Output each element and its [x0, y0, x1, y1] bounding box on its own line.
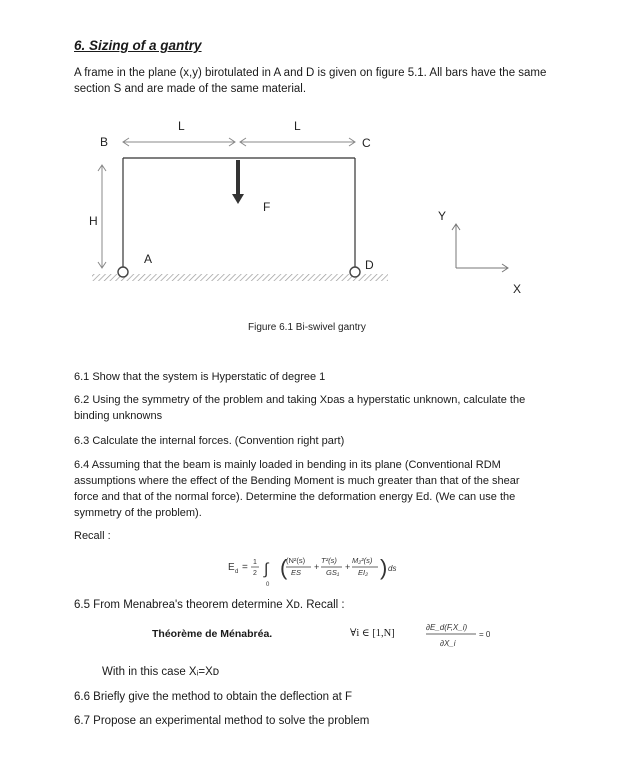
svg-text:ES: ES [291, 568, 302, 577]
menabrea-condition: ∀i ∈ [1,N] [350, 628, 395, 639]
question-6-2: 6.2 Using the symmetry of the problem and taking Xᴅas a hyperstatic unknown, calculate the binding unknowns [74, 394, 526, 422]
svg-text:(N²(s): (N²(s) [286, 556, 306, 565]
question-6-7: 6.7 Propose an experimental method to solve the problem [74, 715, 370, 727]
svg-text:=: = [242, 562, 248, 573]
label-c: C [362, 136, 371, 150]
with-this-case: With in this case Xᵢ=Xᴅ [102, 666, 220, 678]
svg-text:+: + [345, 562, 351, 572]
svg-text:EI₂: EI₂ [358, 568, 368, 577]
svg-text:E: E [228, 562, 235, 573]
svg-text:T²(s): T²(s) [321, 556, 337, 565]
svg-text:∫: ∫ [264, 561, 269, 578]
energy-formula [220, 548, 440, 594]
svg-text:∂X_i: ∂X_i [440, 639, 456, 648]
label-b: B [100, 135, 109, 149]
svg-text:(: ( [280, 555, 288, 580]
svg-text:∂E_d(F,X_i): ∂E_d(F,X_i) [426, 623, 468, 632]
label-l1: L [178, 119, 185, 133]
menabrea-formula [424, 618, 496, 652]
pin-support-a [118, 267, 128, 277]
question-6-5: 6.5 From Menabrea's theorem determine Xᴅ. Recall : [74, 599, 345, 611]
intro-paragraph: A frame in the plane (x,y) birotulated in A and D is given on figure 5.1. All bars have the same section S and are made of the same material. [74, 67, 547, 95]
label-f: F [263, 200, 271, 214]
label-l2: L [294, 119, 301, 133]
label-d: D [365, 258, 374, 272]
svg-text:GS₁: GS₁ [326, 568, 340, 577]
label-y: Y [438, 209, 447, 223]
svg-text:ds: ds [388, 564, 397, 573]
recall-label: Recall : [74, 530, 111, 542]
section-title: 6. Sizing of a gantry [74, 38, 202, 53]
question-6-6: 6.6 Briefly give the method to obtain the deflection at F [74, 691, 353, 703]
ground-hatch [92, 274, 388, 281]
svg-text:d: d [235, 569, 239, 575]
svg-text:0: 0 [266, 582, 270, 588]
figure-caption: Figure 6.1 Bi-swivel gantry [248, 322, 366, 333]
question-6-1: 6.1 Show that the system is Hyperstatic of degree 1 [74, 371, 326, 383]
svg-text:+: + [314, 562, 320, 572]
svg-text:= 0: = 0 [479, 630, 491, 639]
label-a: A [144, 252, 153, 266]
svg-text:2: 2 [253, 570, 257, 577]
svg-text:M₂²(s): M₂²(s) [352, 556, 373, 565]
question-6-4: 6.4 Assuming that the beam is mainly loaded in bending in its plane (Conventional RDM assumptions where the effect of the Bending Moment is much greater than that of the shear force and that of the normal force). Determine the deformation energy Ed. (We can use the symmetry of the problem). [74, 459, 520, 519]
question-6-3: 6.3 Calculate the internal forces. (Convention right part) [74, 435, 345, 447]
pin-support-d [350, 267, 360, 277]
label-x: X [513, 282, 522, 296]
gantry-figure [0, 0, 631, 345]
label-h: H [89, 214, 98, 228]
svg-text:): ) [380, 555, 388, 580]
menabrea-theorem-title: Théorème de Ménabréa. [152, 628, 273, 640]
svg-text:1: 1 [253, 559, 257, 566]
